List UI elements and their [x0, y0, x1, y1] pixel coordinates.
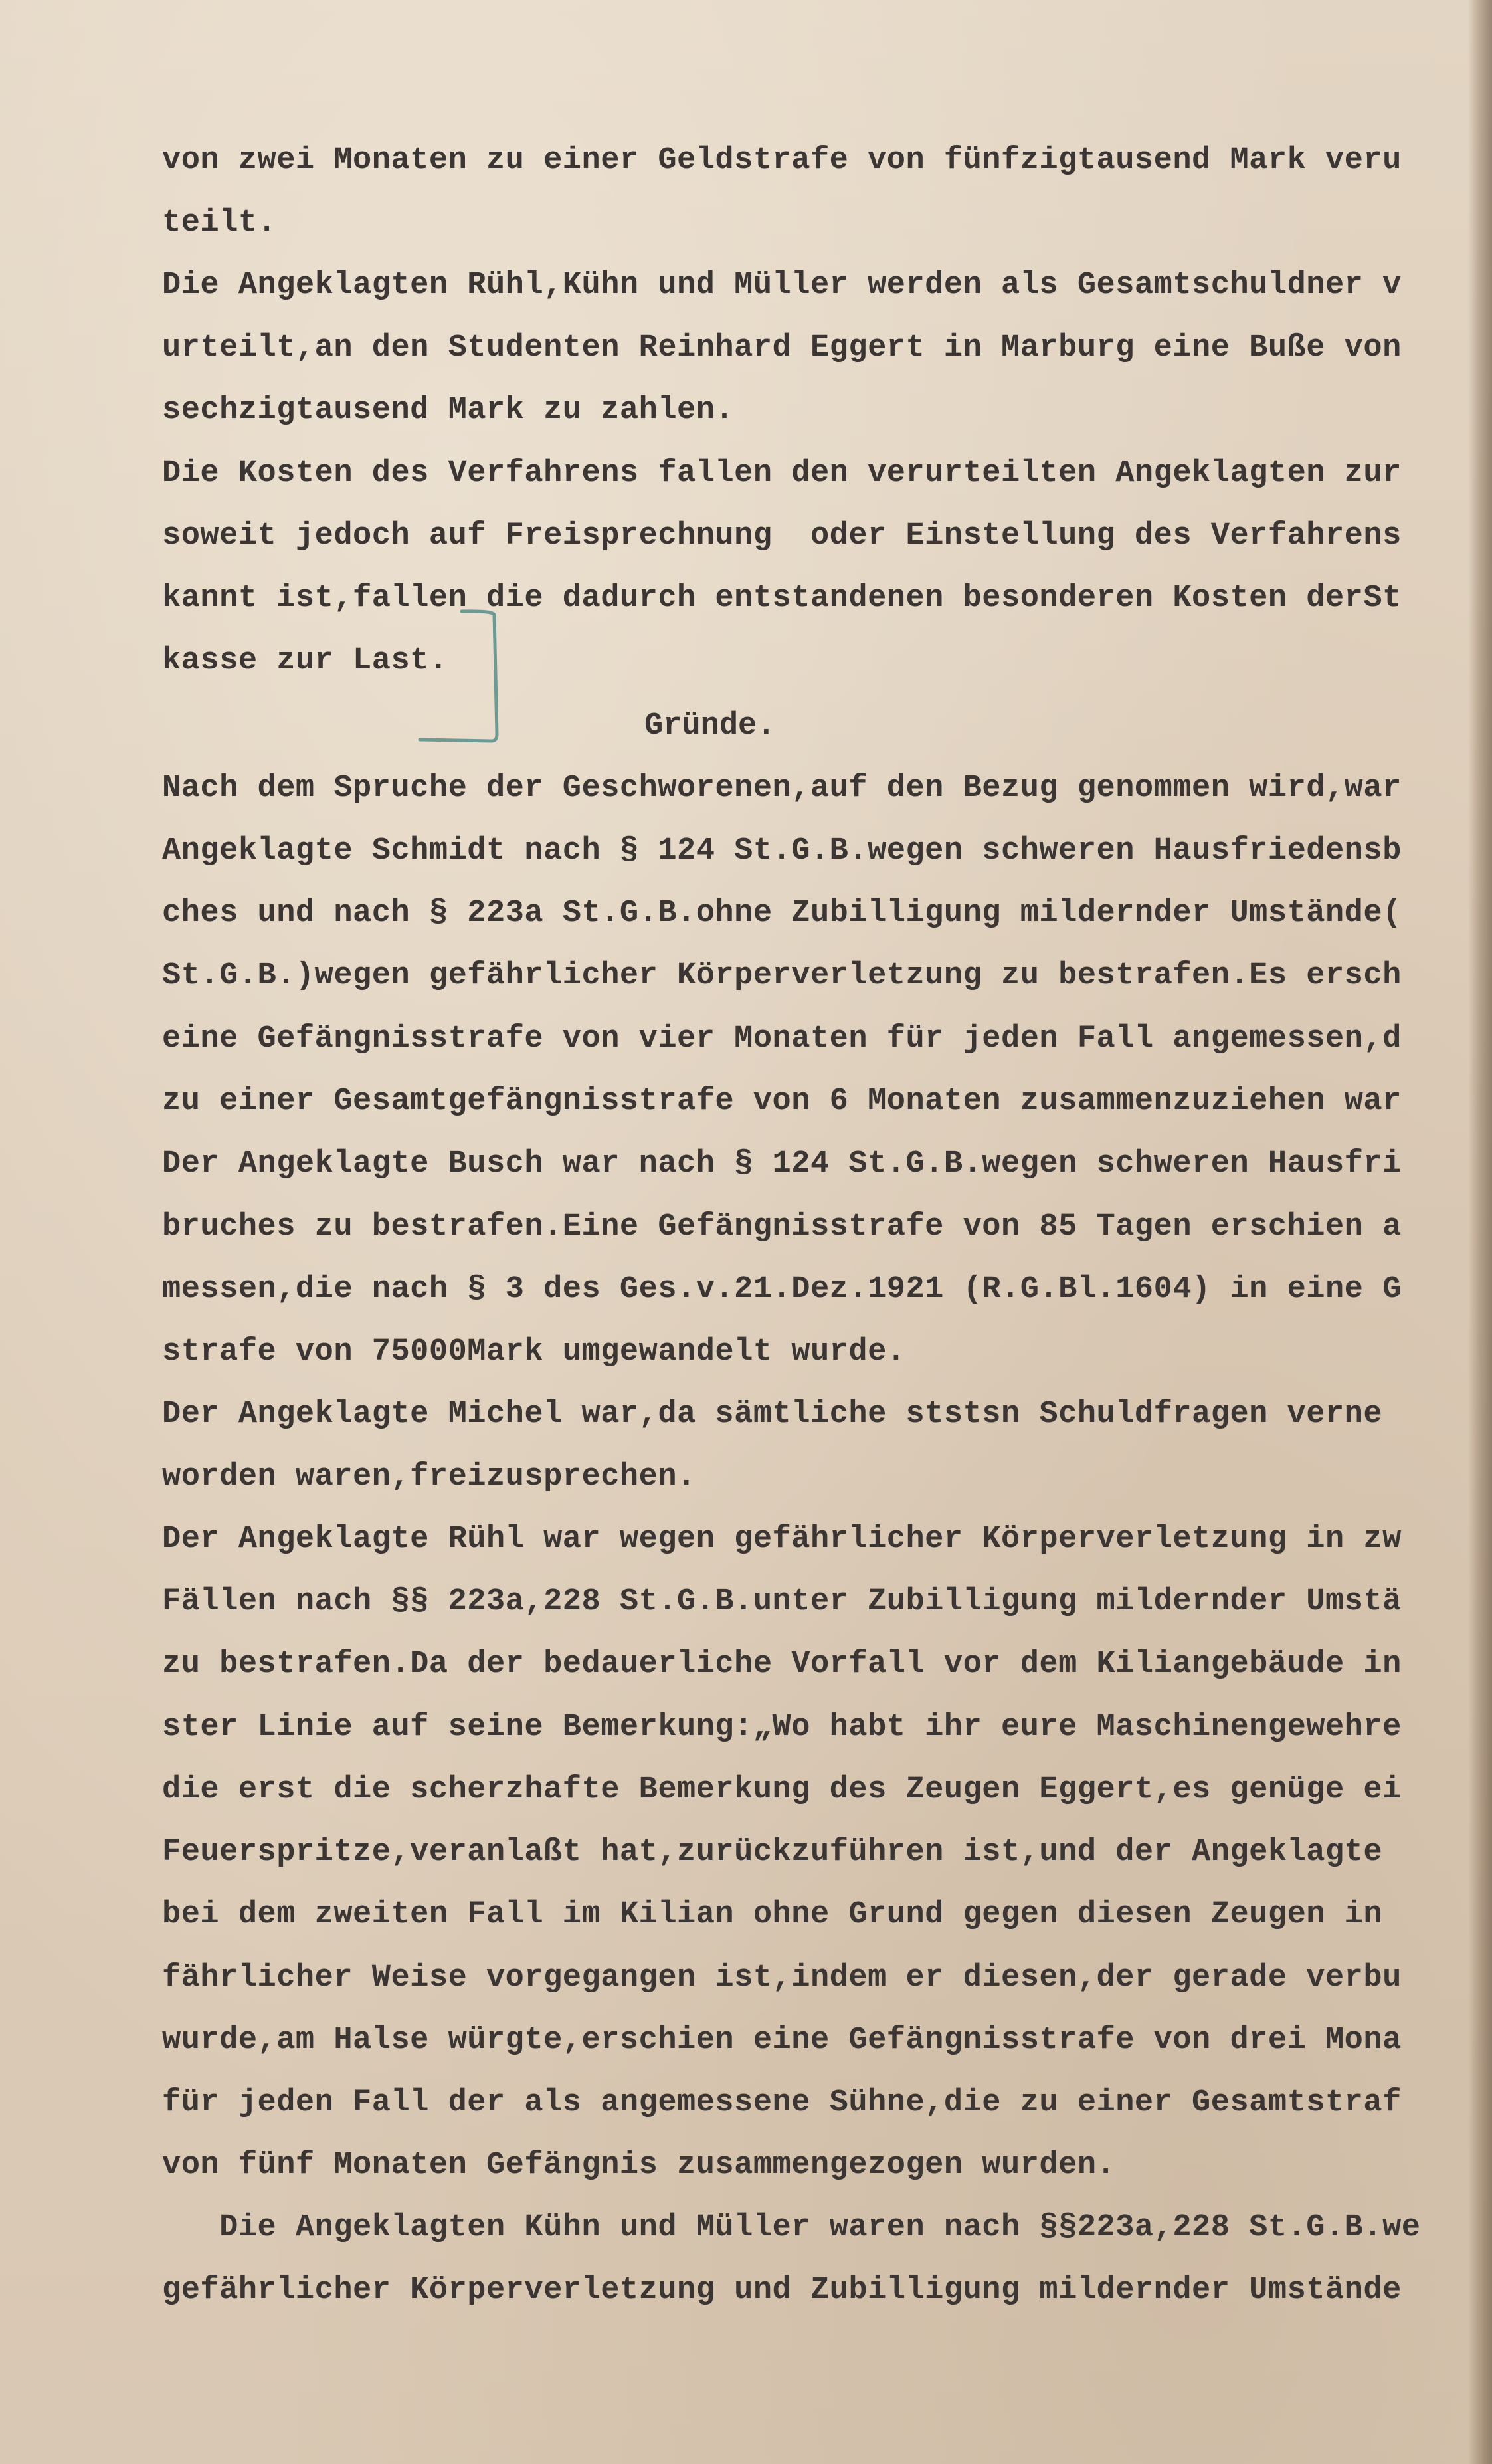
section-heading: Gründe. — [644, 708, 776, 744]
text-line: Die Angeklagten Rühl,Kühn und Müller werden als Gesamtschuldner v — [162, 268, 1402, 303]
text-line: Der Angeklagte Rühl war wegen gefährlicher Körperverletzung in zw — [162, 1522, 1402, 1557]
text-line: Nach dem Spruche der Geschworenen,auf den Bezug genommen wird,war — [162, 771, 1402, 806]
text-line: teilt. — [162, 205, 277, 241]
text-line: Feuerspritze,veranlaßt hat,zurückzuführen ist,und der Angeklagte — [162, 1835, 1383, 1870]
text-line: Der Angeklagte Busch war nach § 124 St.G.B.wegen schweren Hausfri — [162, 1146, 1402, 1181]
text-line: urteilt,an den Studenten Reinhard Eggert in Marburg eine Buße von — [162, 330, 1402, 365]
text-line: von zwei Monaten zu einer Geldstrafe von fünfzigtausend Mark veru — [162, 143, 1402, 178]
text-line: wurde,am Halse würgte,erschien eine Gefängnisstrafe von drei Mona — [162, 2023, 1402, 2058]
text-line: von fünf Monaten Gefängnis zusammengezogen wurden. — [162, 2148, 1116, 2183]
text-line: kasse zur Last. — [162, 643, 448, 678]
text-line: Angeklagte Schmidt nach § 124 St.G.B.wegen schweren Hausfriedensb — [162, 833, 1402, 869]
text-line: Die Kosten des Verfahrens fallen den verurteilten Angeklagten zur — [162, 456, 1402, 491]
text-line: bruches zu bestrafen.Eine Gefängnisstrafe von 85 Tagen erschien a — [162, 1209, 1402, 1245]
text-line: ches und nach § 223a St.G.B.ohne Zubilligung mildernder Umstände( — [162, 896, 1402, 931]
text-line: Der Angeklagte Michel war,da sämtliche ststsn Schuldfragen verne — [162, 1397, 1383, 1432]
text-line: für jeden Fall der als angemessene Sühne,die zu einer Gesamtstraf — [162, 2085, 1402, 2120]
text-line: messen,die nach § 3 des Ges.v.21.Dez.1921 (R.G.Bl.1604) in eine G — [162, 1272, 1402, 1307]
text-line: soweit jedoch auf Freisprechnung oder Einstellung des Verfahrens — [162, 518, 1402, 554]
text-line: Fällen nach §§ 223a,228 St.G.B.unter Zubilligung mildernder Umstä — [162, 1584, 1402, 1619]
text-line: eine Gefängnisstrafe von vier Monaten für jeden Fall angemessen,d — [162, 1021, 1402, 1057]
text-line: fährlicher Weise vorgegangen ist,indem er diesen,der gerade verbu — [162, 1960, 1402, 1996]
text-line: St.G.B.)wegen gefährlicher Körperverletzung zu bestrafen.Es ersch — [162, 958, 1402, 993]
text-line: kannt ist,fallen die dadurch entstandenen besonderen Kosten derSt — [162, 581, 1402, 616]
text-line: die erst die scherzhafte Bemerkung des Zeugen Eggert,es genüge ei — [162, 1772, 1402, 1807]
text-line: zu einer Gesamtgefängnisstrafe von 6 Monaten zusammenzuziehen war — [162, 1084, 1402, 1119]
text-line: ster Linie auf seine Bemerkung:„Wo habt ihr eure Maschinengewehre — [162, 1710, 1402, 1745]
text-line: zu bestrafen.Da der bedauerliche Vorfall vor dem Kiliangebäude in — [162, 1647, 1402, 1682]
text-line: gefährlicher Körperverletzung und Zubilligung mildernder Umstände — [162, 2273, 1402, 2308]
text-line: sechzigtausend Mark zu zahlen. — [162, 393, 735, 428]
text-line: bei dem zweiten Fall im Kilian ohne Grund gegen diesen Zeugen in — [162, 1897, 1383, 1932]
paper-edge-shadow — [1468, 0, 1492, 2464]
text-line: Die Angeklagten Kühn und Müller waren nach §§223a,228 St.G.B.we — [162, 2210, 1421, 2245]
text-line: strafe von 75000Mark umgewandelt wurde. — [162, 1334, 906, 1370]
text-line: worden waren,freizusprechen. — [162, 1459, 696, 1494]
